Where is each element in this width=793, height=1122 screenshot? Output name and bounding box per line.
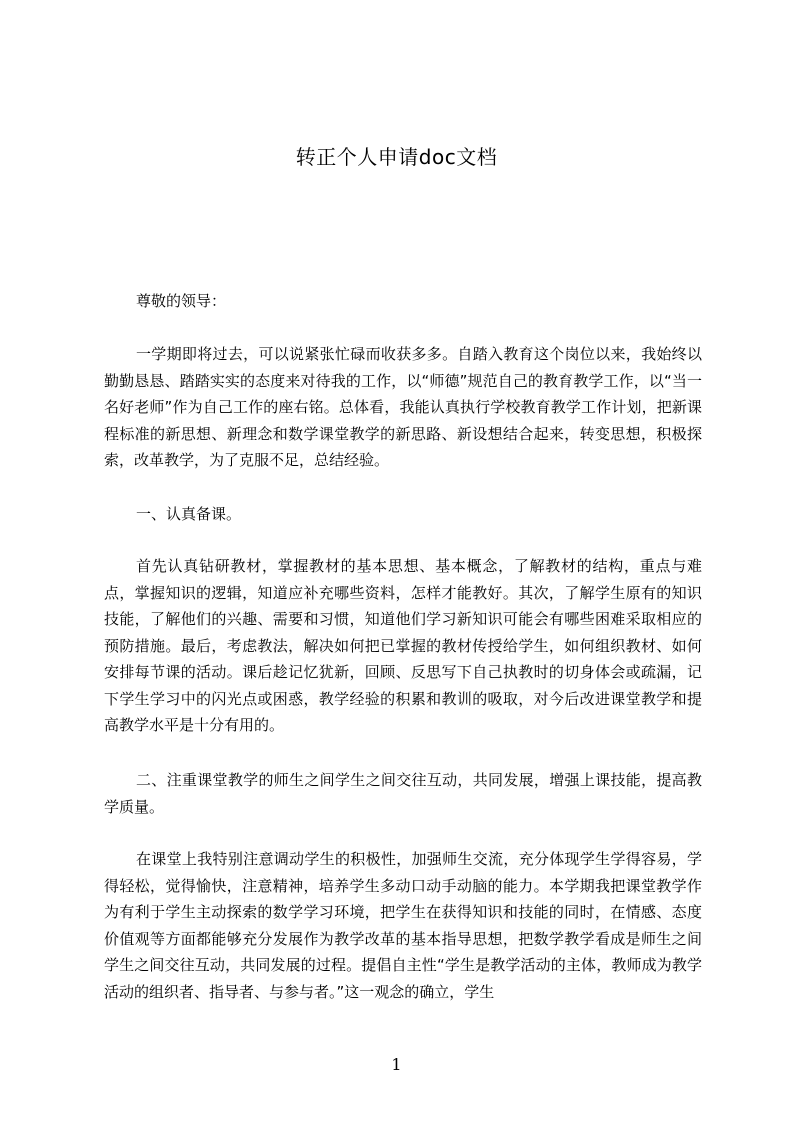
paragraph-lesson-prep: 首先认真钻研教材，掌握教材的基本思想、基本概念，了解教材的结构，重点与难点，掌握知识的逻辑，知道应补充哪些资料，怎样才能教好。其次，了解学生原有的知识技能，了解他们的兴趣、需要和习惯，知道他们学习新知识可能会有哪些困难采取相应的预防措施。最后，考虑教法，解决如何把已掌握的教材传授给学生，如何组织教材、如何安排每节课的活动。课后趁记忆犹新，回顾、反思写下自己执教时的切身体会或疏漏，记下学生学习中的闪光点或困惑，教学经验的积累和教训的吸取，对今后改进课堂教学和提高教学水平是十分有用的。 (104, 557, 702, 734)
section-heading-2: 二、注重课堂教学的师生之间学生之间交往互动，共同发展，增强上课技能，提高教学质量。 (104, 771, 702, 816)
page-number: 1 (391, 1055, 402, 1074)
section-heading-1: 一、认真备课。 (136, 505, 242, 523)
paragraph-classroom: 在课堂上我特别注意调动学生的积极性，加强师生交流，充分体现学生学得容易，学得轻松，觉得愉快，注意精神，培养学生多动口动手动脑的能力。本学期我把课堂教学作为有利于学生主动探索的数学学习环境，把学生在获得知识和技能的同时，在情感、态度价值观等方面都能够充分发展作为教学改革的基本指导思想，把数学教学看成是师生之间学生之间交往互动，共同发展的过程。提倡自主性“学生是教学活动的主体，教师成为教学活动的组织者、指导者、与参与者。”这一观念的确立，学生 (104, 850, 702, 1001)
paragraph-intro: 一学期即将过去，可以说紧张忙碌而收获多多。自踏入教育这个岗位以来，我始终以勤勤恳恳、踏踏实实的态度来对待我的工作，以“师德”规范自己的教育教学工作，以“当一名好老师”作为自己工作的座右铭。总体看，我能认真执行学校教育教学工作计划，把新课程标准的新思想、新理念和数学课堂教学的新思路、新设想结合起来，转变思想，积极探索，改革教学，为了克服不足，总结经验。 (104, 345, 702, 469)
salutation: 尊敬的领导： (136, 292, 227, 310)
document-title: 转正个人申请doc文档 (295, 145, 498, 169)
